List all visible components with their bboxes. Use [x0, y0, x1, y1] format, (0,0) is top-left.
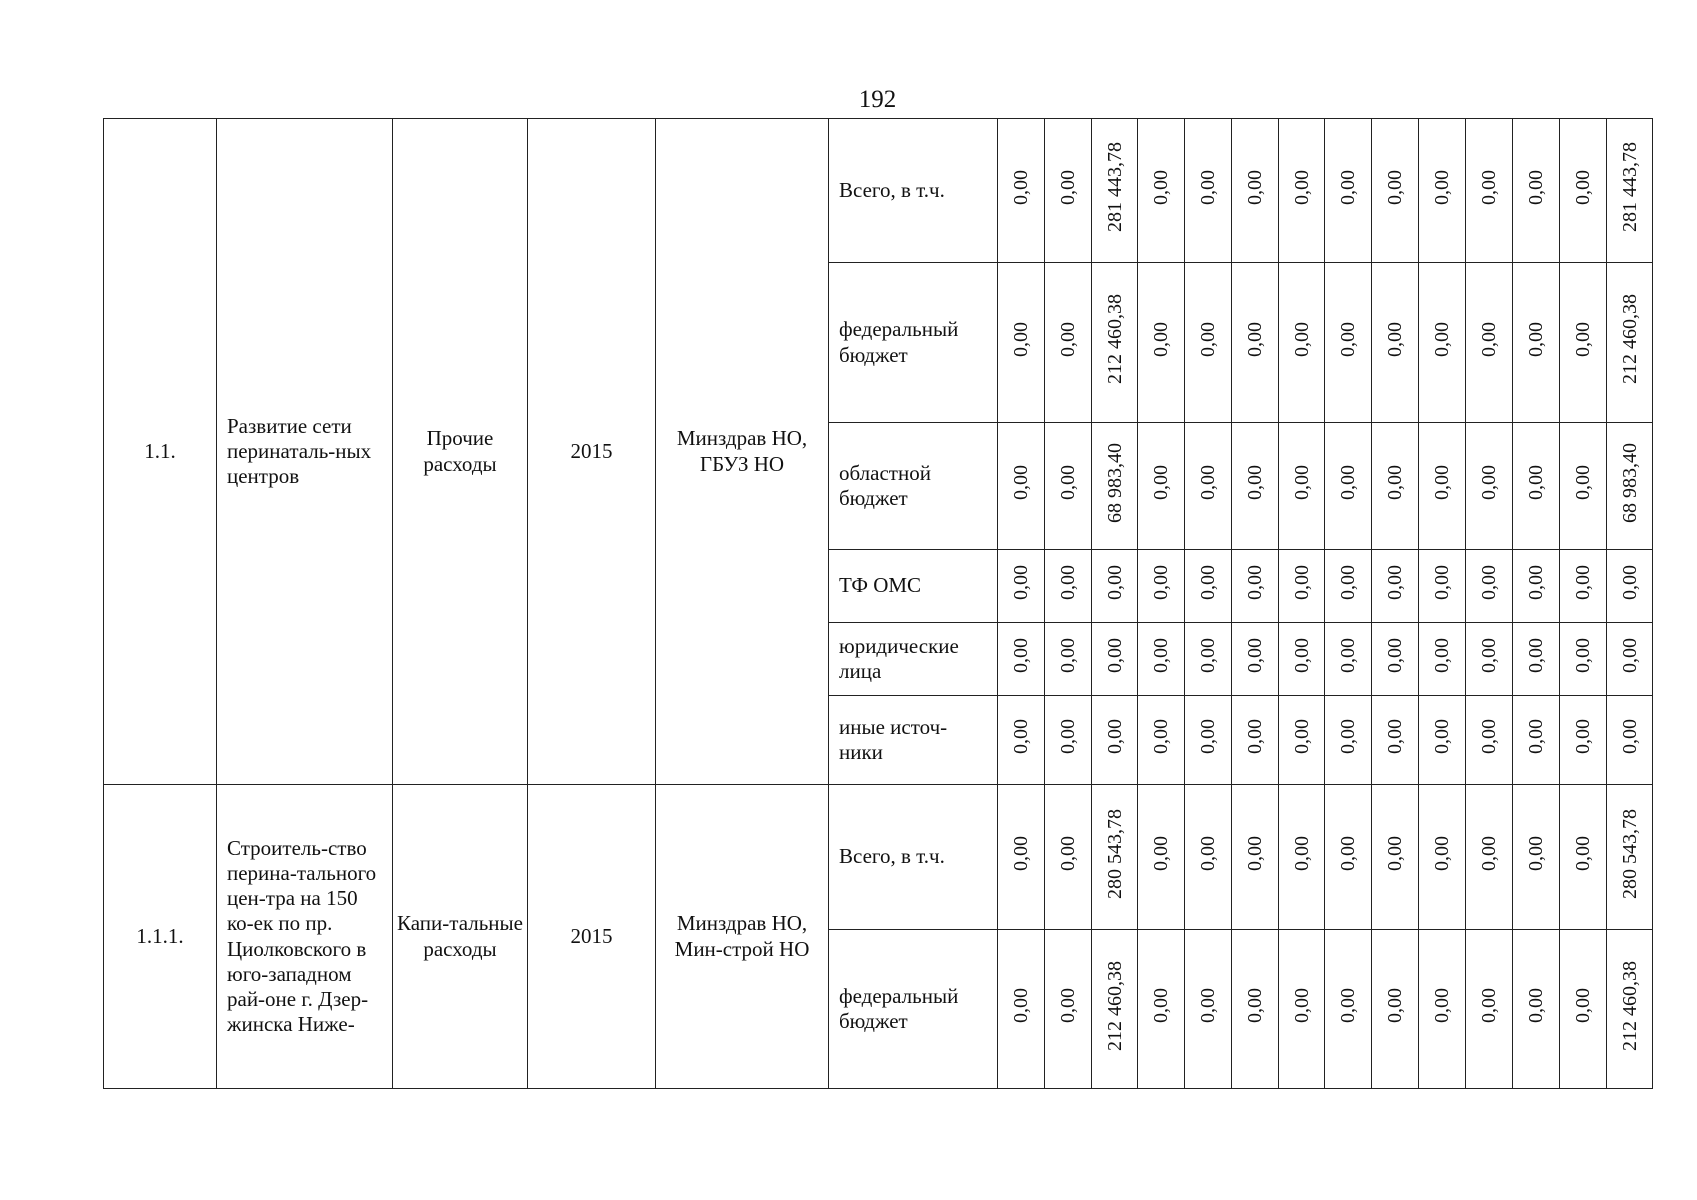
amount-cell [1279, 623, 1325, 696]
amount-cell [1560, 423, 1607, 550]
amount-cell [1513, 623, 1560, 696]
amount-cell [1607, 623, 1653, 696]
amount-value: 0,00 [1525, 465, 1547, 501]
amount-value: 0,00 [1431, 465, 1453, 501]
amount-value: 0,00 [1384, 321, 1406, 357]
amount-value: 0,00 [1057, 565, 1079, 601]
amount-value: 0,00 [1431, 988, 1453, 1024]
amount-value: 0,00 [1150, 321, 1172, 357]
amount-value: 0,00 [1525, 565, 1547, 601]
amount-cell [1138, 623, 1185, 696]
amount-value: 0,00 [1572, 565, 1594, 601]
amount-value: 0,00 [1431, 638, 1453, 674]
amount-value: 0,00 [1337, 836, 1359, 872]
item-year: 2015 [528, 119, 656, 785]
amount-value: 0,00 [1290, 719, 1313, 755]
amount-cell [1185, 785, 1232, 930]
amount-cell [1607, 263, 1653, 423]
amount-cell [1045, 623, 1092, 696]
amount-cell [1513, 785, 1560, 930]
amount-cell [1325, 423, 1372, 550]
amount-value: 0,00 [1197, 565, 1219, 601]
item-year: 2015 [528, 785, 656, 1089]
amount-cell [1607, 550, 1653, 623]
expense-type: Капи-тальные расходы [393, 785, 528, 1089]
amount-value: 0,00 [1384, 465, 1406, 501]
amount-cell [1325, 550, 1372, 623]
item-code: 1.1.1. [104, 785, 217, 1089]
table-row [104, 785, 1653, 930]
amount-value: 0,00 [1337, 465, 1359, 501]
amount-value: 0,00 [1572, 988, 1594, 1024]
page-number: 192 [858, 86, 897, 113]
amount-cell [1466, 623, 1513, 696]
amount-cell [1185, 423, 1232, 550]
amount-value: 280 543,78 [1618, 808, 1641, 899]
amount-value: 0,00 [1057, 836, 1079, 872]
funding-source: Всего, в т.ч. [829, 119, 998, 263]
amount-cell [1372, 119, 1419, 263]
amount-value: 0,00 [1150, 988, 1172, 1024]
funding-source: ТФ ОМС [829, 550, 998, 623]
amount-value: 0,00 [1057, 465, 1079, 501]
amount-cell [1185, 119, 1232, 263]
amount-value: 0,00 [1150, 565, 1172, 601]
amount-value: 0,00 [1431, 836, 1453, 872]
amount-cell [1419, 423, 1466, 550]
amount-value: 212 460,38 [1103, 960, 1126, 1051]
amount-value: 0,00 [1150, 719, 1172, 755]
amount-value: 0,00 [1384, 719, 1406, 755]
item-code: 1.1. [104, 119, 217, 785]
amount-value: 0,00 [1010, 836, 1032, 872]
amount-value: 0,00 [1150, 836, 1172, 872]
amount-cell [1513, 696, 1560, 785]
amount-value: 0,00 [1197, 321, 1219, 357]
amount-cell [1607, 930, 1653, 1089]
executor: Минздрав НО, Мин-строй НО [656, 785, 829, 1089]
amount-cell [1279, 423, 1325, 550]
amount-value: 0,00 [1244, 719, 1266, 755]
amount-value: 281 443,78 [1618, 142, 1641, 233]
amount-value: 0,00 [1244, 169, 1266, 205]
amount-cell [1138, 119, 1185, 263]
amount-value: 0,00 [1337, 638, 1359, 674]
amount-cell [1279, 696, 1325, 785]
amount-value: 0,00 [1290, 638, 1313, 674]
amount-cell [1185, 930, 1232, 1089]
amount-cell [1185, 623, 1232, 696]
amount-cell [1513, 550, 1560, 623]
funding-source: федеральный бюджет [829, 930, 998, 1089]
amount-cell [1138, 930, 1185, 1089]
amount-value: 0,00 [1384, 836, 1406, 872]
amount-value: 0,00 [1057, 988, 1079, 1024]
amount-cell [1466, 785, 1513, 930]
amount-cell [1185, 263, 1232, 423]
amount-cell [1092, 785, 1138, 930]
amount-cell [1372, 423, 1419, 550]
amount-value: 0,00 [1197, 836, 1219, 872]
amount-cell [1185, 696, 1232, 785]
amount-cell [1138, 696, 1185, 785]
amount-value: 0,00 [1197, 465, 1219, 501]
amount-value: 68 983,40 [1103, 442, 1126, 523]
amount-cell [1372, 930, 1419, 1089]
amount-value: 0,00 [1384, 169, 1406, 205]
amount-value: 0,00 [1010, 988, 1032, 1024]
amount-value: 0,00 [1572, 465, 1594, 501]
expense-type: Прочие расходы [393, 119, 528, 785]
amount-cell [1138, 263, 1185, 423]
amount-value: 0,00 [1384, 638, 1406, 674]
amount-cell [1232, 696, 1279, 785]
amount-value: 0,00 [1057, 638, 1079, 674]
amount-value: 0,00 [1337, 988, 1359, 1024]
amount-value: 0,00 [1244, 836, 1266, 872]
amount-cell [998, 930, 1045, 1089]
amount-value: 68 983,40 [1618, 442, 1641, 523]
item-name: Строитель-ство перина-тального цен-тра на 150 ко-ек по пр. Циолковского в юго-западном рай-оне г. Дзер-жинска Ниже- [217, 785, 393, 1089]
amount-cell [1232, 263, 1279, 423]
amount-cell [1325, 696, 1372, 785]
amount-cell [1279, 263, 1325, 423]
amount-value: 0,00 [1010, 465, 1032, 501]
executor: Минздрав НО, ГБУЗ НО [656, 119, 829, 785]
amount-value: 0,00 [1057, 719, 1079, 755]
amount-value: 0,00 [1431, 169, 1453, 205]
amount-cell [1185, 550, 1232, 623]
amount-cell [1232, 930, 1279, 1089]
amount-value: 212 460,38 [1103, 294, 1126, 385]
amount-cell [1419, 550, 1466, 623]
amount-value: 0,00 [1290, 836, 1313, 872]
amount-cell [998, 696, 1045, 785]
amount-cell [1092, 550, 1138, 623]
funding-source: иные источ-ники [829, 696, 998, 785]
amount-value: 0,00 [1525, 988, 1547, 1024]
amount-value: 0,00 [1057, 321, 1079, 357]
amount-value: 0,00 [1244, 465, 1266, 501]
amount-cell [1419, 119, 1466, 263]
amount-value: 0,00 [1337, 321, 1359, 357]
amount-cell [998, 550, 1045, 623]
amount-cell [1513, 263, 1560, 423]
amount-value: 0,00 [1010, 321, 1032, 357]
funding-source: Всего, в т.ч. [829, 785, 998, 930]
amount-value: 0,00 [1572, 169, 1594, 205]
amount-cell [1466, 930, 1513, 1089]
amount-value: 0,00 [1525, 638, 1547, 674]
funding-source: федеральный бюджет [829, 263, 998, 423]
amount-value: 0,00 [1290, 988, 1313, 1024]
amount-cell [1560, 550, 1607, 623]
amount-value: 0,00 [1010, 565, 1032, 601]
amount-value: 0,00 [1431, 565, 1453, 601]
amount-cell [1560, 930, 1607, 1089]
amount-value: 0,00 [1150, 465, 1172, 501]
amount-cell [1466, 696, 1513, 785]
amount-cell [1232, 423, 1279, 550]
amount-value: 281 443,78 [1103, 142, 1126, 233]
amount-value: 0,00 [1057, 169, 1079, 205]
amount-cell [1092, 930, 1138, 1089]
amount-cell [998, 785, 1045, 930]
amount-value: 0,00 [1010, 169, 1032, 205]
amount-value: 0,00 [1525, 321, 1547, 357]
amount-cell [1419, 696, 1466, 785]
item-name: Развитие сети перинаталь-ных центров [217, 119, 393, 785]
amount-cell [1372, 623, 1419, 696]
funding-source: юридические лица [829, 623, 998, 696]
amount-cell [1092, 696, 1138, 785]
amount-value: 280 543,78 [1103, 808, 1126, 899]
amount-cell [1279, 785, 1325, 930]
amount-value: 0,00 [1197, 988, 1219, 1024]
amount-value: 0,00 [1478, 719, 1500, 755]
amount-cell [1045, 930, 1092, 1089]
amount-cell [1419, 785, 1466, 930]
amount-value: 0,00 [1618, 719, 1641, 755]
amount-value: 0,00 [1244, 638, 1266, 674]
amount-cell [1560, 785, 1607, 930]
amount-cell [1232, 550, 1279, 623]
amount-cell [1325, 785, 1372, 930]
amount-value: 0,00 [1384, 988, 1406, 1024]
amount-cell [1466, 423, 1513, 550]
amount-cell [1325, 623, 1372, 696]
amount-value: 0,00 [1478, 988, 1500, 1024]
amount-cell [1419, 263, 1466, 423]
amount-value: 212 460,38 [1618, 294, 1641, 385]
amount-cell [1045, 696, 1092, 785]
amount-value: 0,00 [1290, 321, 1313, 357]
amount-value: 0,00 [1150, 638, 1172, 674]
amount-cell [1138, 550, 1185, 623]
amount-value: 0,00 [1150, 169, 1172, 205]
amount-value: 0,00 [1337, 169, 1359, 205]
amount-cell [1372, 696, 1419, 785]
amount-value: 0,00 [1431, 719, 1453, 755]
amount-cell [1232, 623, 1279, 696]
amount-cell [1279, 550, 1325, 623]
amount-value: 0,00 [1478, 565, 1500, 601]
amount-cell [1607, 423, 1653, 550]
amount-cell [1092, 263, 1138, 423]
amount-value: 0,00 [1478, 169, 1500, 205]
amount-cell [1092, 119, 1138, 263]
amount-cell [1513, 119, 1560, 263]
amount-value: 0,00 [1290, 169, 1313, 205]
amount-cell [1419, 623, 1466, 696]
amount-value: 0,00 [1572, 719, 1594, 755]
table-row [104, 119, 1653, 263]
amount-cell [1419, 930, 1466, 1089]
amount-value: 212 460,38 [1618, 960, 1641, 1051]
amount-cell [1560, 696, 1607, 785]
amount-value: 0,00 [1478, 836, 1500, 872]
amount-value: 0,00 [1478, 465, 1500, 501]
amount-cell [1560, 263, 1607, 423]
funding-source: областной бюджет [829, 423, 998, 550]
budget-table [103, 118, 1653, 1089]
amount-cell [1045, 263, 1092, 423]
amount-value: 0,00 [1197, 638, 1219, 674]
amount-cell [1607, 696, 1653, 785]
amount-value: 0,00 [1478, 638, 1500, 674]
amount-cell [1138, 785, 1185, 930]
amount-value: 0,00 [1244, 988, 1266, 1024]
amount-value: 0,00 [1197, 169, 1219, 205]
amount-value: 0,00 [1244, 565, 1266, 601]
amount-cell [998, 623, 1045, 696]
amount-cell [998, 423, 1045, 550]
amount-cell [1560, 119, 1607, 263]
amount-cell [1045, 423, 1092, 550]
amount-cell [1466, 119, 1513, 263]
amount-value: 0,00 [1572, 638, 1594, 674]
amount-value: 0,00 [1525, 169, 1547, 205]
amount-value: 0,00 [1384, 565, 1406, 601]
amount-cell [1560, 623, 1607, 696]
amount-value: 0,00 [1478, 321, 1500, 357]
amount-value: 0,00 [1290, 465, 1313, 501]
amount-cell [1045, 550, 1092, 623]
amount-cell [1607, 785, 1653, 930]
amount-value: 0,00 [1244, 321, 1266, 357]
amount-value: 0,00 [1337, 719, 1359, 755]
amount-cell [1092, 423, 1138, 550]
amount-cell [1045, 785, 1092, 930]
amount-value: 0,00 [1525, 836, 1547, 872]
amount-value: 0,00 [1337, 565, 1359, 601]
amount-cell [1232, 785, 1279, 930]
amount-cell [998, 119, 1045, 263]
amount-value: 0,00 [1103, 565, 1126, 601]
amount-cell [1466, 263, 1513, 423]
amount-value: 0,00 [1618, 565, 1641, 601]
amount-value: 0,00 [1572, 836, 1594, 872]
amount-value: 0,00 [1103, 638, 1126, 674]
amount-cell [1372, 785, 1419, 930]
amount-cell [1092, 623, 1138, 696]
amount-cell [998, 263, 1045, 423]
amount-cell [1466, 550, 1513, 623]
amount-value: 0,00 [1431, 321, 1453, 357]
amount-cell [1232, 119, 1279, 263]
amount-cell [1372, 550, 1419, 623]
amount-cell [1372, 263, 1419, 423]
amount-value: 0,00 [1525, 719, 1547, 755]
amount-cell [1279, 930, 1325, 1089]
amount-cell [1325, 930, 1372, 1089]
amount-value: 0,00 [1010, 719, 1032, 755]
amount-cell [1513, 930, 1560, 1089]
amount-cell [1045, 119, 1092, 263]
amount-cell [1607, 119, 1653, 263]
amount-value: 0,00 [1103, 719, 1126, 755]
amount-value: 0,00 [1618, 638, 1641, 674]
amount-cell [1279, 119, 1325, 263]
amount-cell [1325, 119, 1372, 263]
amount-value: 0,00 [1197, 719, 1219, 755]
amount-value: 0,00 [1572, 321, 1594, 357]
amount-value: 0,00 [1290, 565, 1313, 601]
amount-cell [1138, 423, 1185, 550]
amount-cell [1325, 263, 1372, 423]
amount-cell [1513, 423, 1560, 550]
amount-value: 0,00 [1010, 638, 1032, 674]
